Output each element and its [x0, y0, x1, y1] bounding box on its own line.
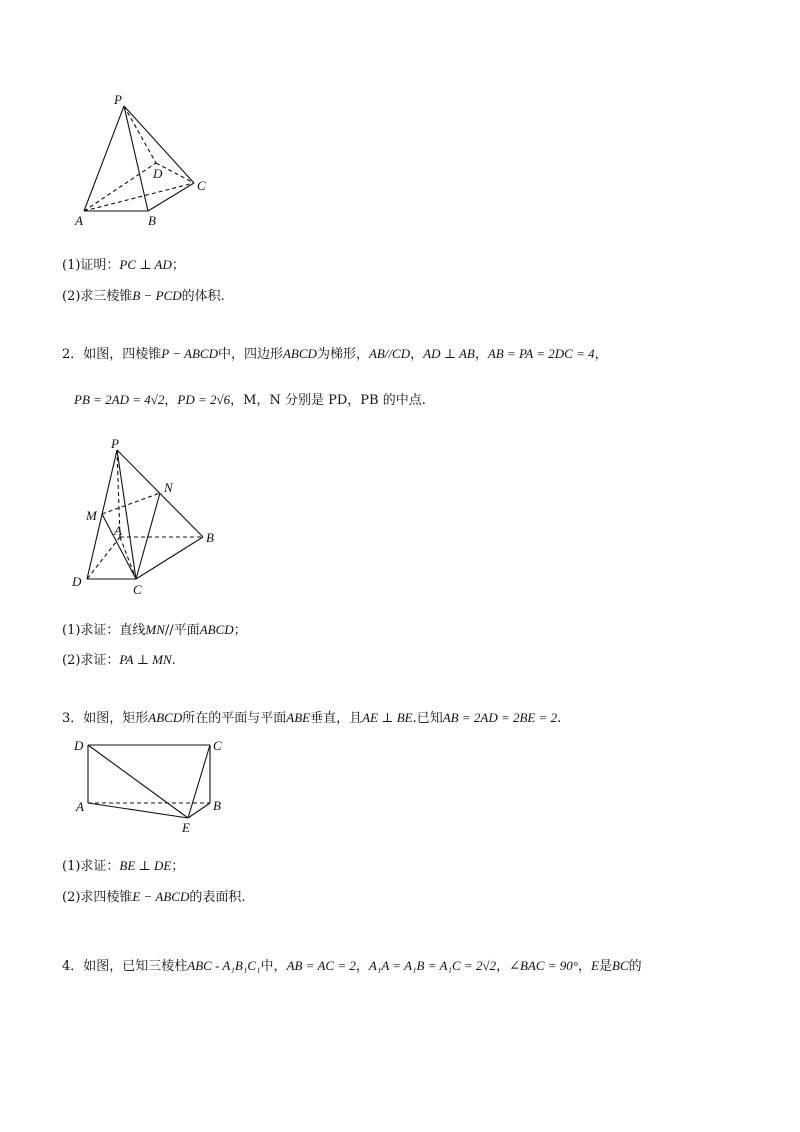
q3-part1-suffix: ；	[171, 859, 185, 874]
q2-math-6: PB = 2AD = 4√2	[74, 392, 165, 407]
q3-part1	[62, 857, 184, 876]
q1-part1-math: PC ⊥ AD	[119, 257, 172, 272]
q1-part2-suffix: 的体积.	[181, 289, 225, 304]
q4-math-3: A₁A = A₁B = A₁C = 2√2	[368, 958, 497, 973]
label-M: M	[86, 508, 97, 523]
q2-text-6: ，	[164, 393, 178, 408]
q3-number: 3．如图，矩形	[62, 711, 149, 726]
q4-math-4: ∠BAC = 90°	[509, 958, 579, 973]
q2-math-5: AB = PA = 2DC = 4	[487, 346, 595, 361]
label-B: B	[206, 530, 214, 545]
label-B: B	[213, 798, 221, 813]
label-P: P	[114, 92, 122, 107]
q3-part2-suffix: 的表面积.	[189, 890, 246, 905]
q2-number: 2．如图，四棱锥	[62, 347, 162, 362]
q3-part1-prefix: (1)求证：	[62, 859, 120, 874]
label-D: D	[72, 574, 82, 589]
q4-math-6: BC	[612, 958, 629, 973]
q3-math-1: ABCD	[148, 710, 183, 725]
q4-line1	[62, 957, 642, 976]
label-C: C	[133, 582, 142, 597]
q2-part2-math: PA ⊥ MN	[119, 652, 172, 667]
label-N: N	[164, 480, 173, 495]
q2-math-7: PD = 2√6	[177, 392, 231, 407]
q2-text-2: 为梯形，	[316, 347, 369, 362]
q2-text-7: ，M，N 分别是 PD，PB 的中点.	[230, 393, 426, 408]
q2-math-4: AD ⊥ AB	[423, 346, 475, 361]
edge-CE	[188, 745, 210, 818]
q3-part1-math: BE ⊥ DE	[119, 858, 172, 873]
q3-math-3: AE ⊥ BE	[362, 710, 413, 725]
edge-AE	[88, 803, 188, 818]
q2-part1-math-1: MN	[145, 622, 165, 637]
q2-part1-math-2: ABCD	[199, 622, 234, 637]
label-D: D	[74, 738, 84, 753]
label-A: A	[76, 799, 84, 814]
q1-part2-prefix: (2)求三棱锥	[62, 289, 133, 304]
q2-text-4: ，	[474, 347, 488, 362]
q3-part2-math: E − ABCD	[132, 889, 190, 904]
q2-text-3: ，	[410, 347, 424, 362]
q1-part1-suffix: ；	[171, 258, 185, 273]
q2-text-1: 中，四边形	[217, 347, 283, 362]
q1-part2-math: B − PCD	[132, 288, 182, 303]
q4-text-5: 是	[598, 959, 612, 974]
q3-text-4: .	[557, 711, 562, 726]
q2-part1-prefix: (1)求证：直线	[62, 623, 146, 638]
q2-math-3: AB//CD	[368, 346, 411, 361]
q4-number: 4．如图，已知三棱柱	[62, 959, 188, 974]
q4-math-5: E	[591, 958, 599, 973]
q2-part1-text-1: //平面	[164, 623, 200, 638]
q2-part1-suffix: ；	[233, 623, 247, 638]
q4-text-3: ，	[496, 959, 510, 974]
q3-text-2: 垂直，且	[310, 711, 363, 726]
q2-part2-suffix: .	[171, 653, 176, 668]
label-C: C	[213, 738, 222, 753]
q3-math-2: ABE	[286, 710, 311, 725]
label-A: A	[75, 213, 83, 228]
q4-text-1: 中，	[260, 959, 287, 974]
q3-text-1: 所在的平面与平面	[182, 711, 287, 726]
q2-part2-prefix: (2)求证：	[62, 653, 120, 668]
q2-math-1: P − ABCD	[161, 346, 218, 361]
q4-text-4: ，	[578, 959, 592, 974]
label-C: C	[197, 178, 206, 193]
q4-math-1: ABC - A₁B₁C₁	[187, 958, 261, 973]
q4-math-2: AB = AC = 2	[286, 958, 356, 973]
q2-math-2: ABCD	[282, 346, 317, 361]
q3-text-3: .已知	[412, 711, 443, 726]
label-A: A	[114, 523, 122, 538]
label-B: B	[148, 213, 156, 228]
label-P: P	[111, 436, 119, 451]
q2-text-5: ，	[594, 347, 608, 362]
q3-math-4: AB = 2AD = 2BE = 2	[442, 710, 558, 725]
q3-part2	[62, 888, 245, 907]
edge-DE	[88, 745, 188, 818]
label-D: D	[153, 166, 163, 181]
q4-text-2: ，	[355, 959, 369, 974]
label-E: E	[182, 820, 190, 835]
q4-text-6: 的	[628, 959, 642, 974]
q3-part2-prefix: (2)求四棱锥	[62, 890, 133, 905]
q1-part1-prefix: (1)证明：	[62, 258, 120, 273]
